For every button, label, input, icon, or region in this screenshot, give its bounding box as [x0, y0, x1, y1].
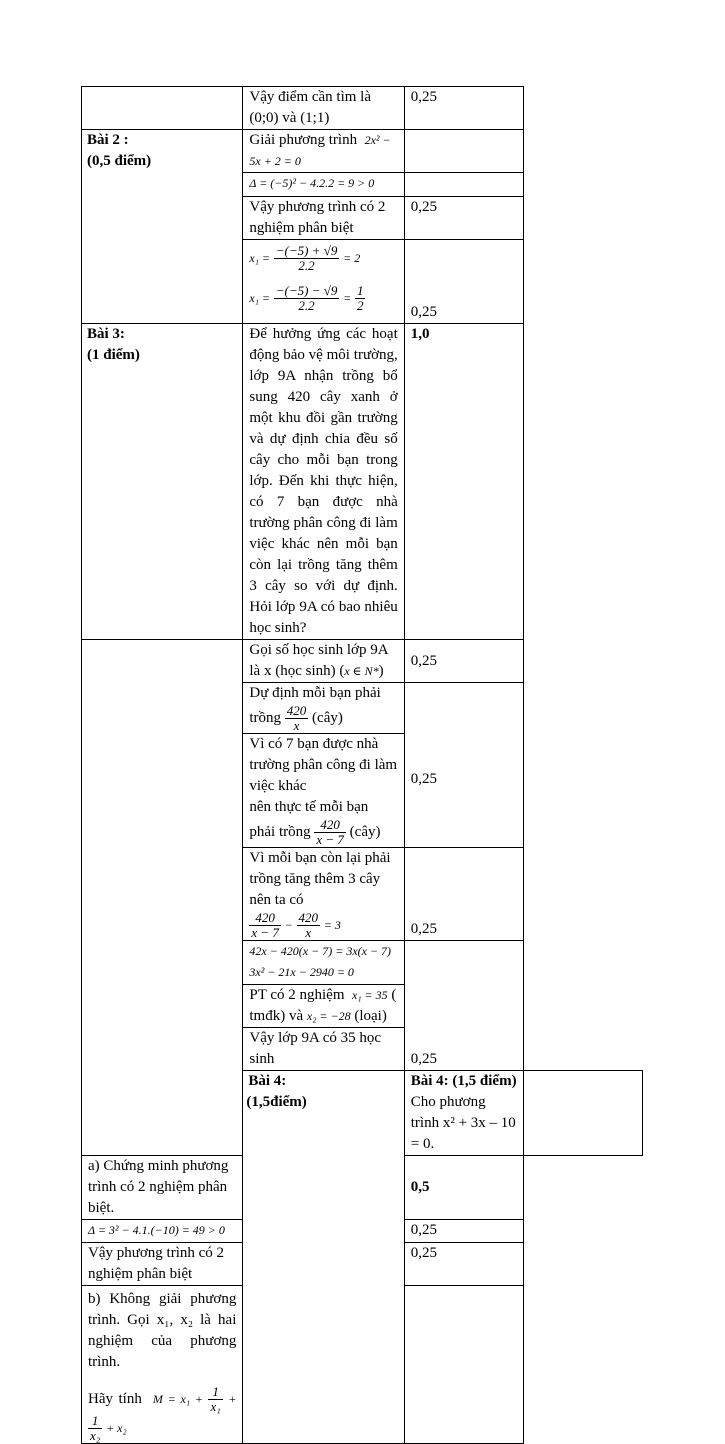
plan-denominator: x [293, 718, 300, 733]
x2-denominator: 2.2 [298, 298, 315, 313]
m-expr-end: + x₂ [106, 1420, 127, 1435]
content-cell [82, 1286, 243, 1444]
label-cell [82, 87, 243, 130]
let-text: Gọi số học sinh lớp 9A là x (học sinh) ( [249, 642, 388, 679]
score: 0,25 [410, 1222, 437, 1238]
m-denominator-1: x₁ [210, 1399, 221, 1414]
score: 1,0 [410, 326, 430, 342]
part-b: b) Không giải phương trình. Gọi x₁, x₂ là hai nghiệm của phương trình. [88, 1291, 237, 1370]
actual-text: nên thực tế mỗi bạn phải trồng [249, 799, 369, 840]
plan-numerator: 420 [286, 703, 307, 718]
problem-label: Bài 4: [248, 1073, 287, 1089]
score: 0,25 [410, 89, 437, 105]
actual-unit: (cây) [349, 823, 381, 840]
x1-result: = 2 [343, 250, 361, 265]
content-cell [243, 240, 404, 324]
score-cell [404, 173, 523, 197]
label-cell [82, 324, 243, 640]
eq-fraction-1 [249, 911, 281, 940]
m-fraction-2 [88, 1414, 102, 1443]
x1-numerator: −(−5) + √9 [275, 243, 338, 258]
m-denominator-2: x₂ [90, 1428, 101, 1443]
root-x2: x₂ = −28 [306, 1009, 351, 1023]
equals-sign: = [343, 290, 352, 305]
m-plus: + [228, 1391, 237, 1406]
let-condition: x ∈ N* [344, 664, 379, 678]
label-cell [82, 130, 243, 324]
problem-points: (1 điểm) [87, 347, 140, 363]
score-cell [404, 197, 523, 240]
actual-line-2 [249, 797, 397, 847]
table-row [82, 640, 643, 683]
problem-label: Bài 2 : [87, 132, 129, 148]
content-cell [243, 848, 404, 941]
actual-fraction [314, 818, 346, 847]
content-cell [82, 1220, 243, 1243]
root-x1: x₁ = 35 [352, 988, 388, 1002]
content-cell [243, 87, 404, 130]
actual-denominator: x − 7 [316, 832, 344, 847]
conclusion-text: Vậy phương trình có 2 nghiệm phân biệt [249, 199, 386, 236]
problem-label: Bài 3: [87, 326, 125, 342]
content-cell [82, 1243, 243, 1286]
compute-text: Hãy tính [88, 1390, 142, 1407]
eq-fraction-2 [297, 911, 321, 940]
eq-denominator-1: x − 7 [251, 925, 279, 940]
step-1: 42x − 420(x − 7) = 3x(x − 7) [249, 944, 392, 958]
conclusion-text: Vậy phương trình có 2 nghiệm phân biệt [88, 1245, 225, 1282]
plan-text: Dự định mỗi bạn phải trồng [249, 685, 381, 726]
x1-fraction [274, 244, 340, 273]
actual-line-1: Vì có 7 bạn được nhà trường phân công đi làm việc khác [249, 736, 398, 794]
eq-numerator-2: 420 [298, 910, 319, 925]
eq-rhs: = 3 [323, 917, 341, 932]
plan-unit: (cây) [312, 709, 343, 726]
x2-result-denominator: 2 [356, 298, 364, 313]
problem-statement: Cho phương trình x² + 3x – 10 = 0. [410, 1094, 516, 1152]
content-cell [243, 683, 404, 734]
roots-text: PT có 2 nghiệm [249, 987, 345, 1003]
problem-title: Bài 4: (1,5 điểm) [410, 1073, 517, 1089]
score-cell [404, 1156, 523, 1220]
score-cell [404, 1243, 523, 1286]
x2-numerator: −(−5) − √9 [275, 283, 338, 298]
problem-prompt: Giải phương trình [249, 132, 358, 148]
x2-fraction [274, 284, 340, 313]
m-expr-start: M = x₁ + [152, 1391, 203, 1406]
content-cell [243, 734, 404, 848]
plan-fraction [285, 704, 309, 733]
eq-minus: − [284, 917, 293, 932]
score-cell [523, 1071, 642, 1156]
table-row [82, 324, 643, 640]
score-cell [404, 1286, 523, 1444]
content-cell [404, 1071, 523, 1156]
score-cell [404, 683, 523, 848]
label-cell [82, 640, 243, 1156]
roots-rejected: (loại) [354, 1008, 387, 1024]
content-cell [243, 130, 404, 173]
x1-label: x₁ = [249, 250, 270, 265]
content-cell [243, 941, 404, 985]
score-cell [404, 240, 523, 324]
score: 0,25 [410, 921, 437, 937]
root-x1 [249, 244, 397, 284]
score: 0,25 [410, 1245, 437, 1261]
score: 0,25 [410, 770, 437, 787]
content-cell [243, 985, 404, 1028]
score-cell [404, 848, 523, 941]
problem-points: (0,5 điểm) [87, 153, 152, 169]
roots-condition: ( tmđk) và [249, 987, 397, 1024]
x2-result-fraction [355, 284, 366, 313]
score-cell [404, 1220, 523, 1243]
content-cell [243, 1028, 404, 1071]
step-2: 3x² − 21x − 2940 = 0 [249, 965, 354, 979]
score: 0,25 [410, 1051, 437, 1067]
delta-formula: Δ = 3² − 4.1.(−10) = 49 > 0 [88, 1223, 225, 1237]
m-numerator-1: 1 [208, 1385, 222, 1400]
problem-points: (1,5điểm) [246, 1094, 307, 1110]
answer-text: Vậy lớp 9A có 35 học sinh [249, 1030, 382, 1067]
score-cell [404, 324, 523, 640]
score-cell [404, 941, 523, 1071]
score-cell [404, 130, 523, 173]
actual-numerator: 420 [314, 818, 346, 833]
score: 0,25 [410, 199, 437, 215]
eq-denominator-2: x [305, 925, 312, 940]
problem-text: Để hưởng ứng các hoạt động bảo vệ môi trường, lớp 9A nhận trồng bổ sung 420 cây xanh ở một khu đồi gần trường và dự định chia đều số cây cho mỗi bạn trong lớp. Đến khi thực hiện, có 7 bạn được nhà trường phân công đi làm việc khác nên mỗi bạn còn lại trồng tăng thêm 3 cây so với dự định. Hỏi lớp 9A có bao nhiêu học sinh? [249, 326, 398, 636]
part-b-compute [88, 1385, 236, 1443]
content-cell [243, 197, 404, 240]
content-cell [243, 173, 404, 197]
equation: 2x² − 5x + 2 = 0 [249, 133, 391, 168]
score: 0,25 [410, 652, 437, 669]
x1-denominator: 2.2 [298, 258, 315, 273]
equation-intro: Vì mỗi bạn còn lại phải trồng tăng thêm 3 cây nên ta có [249, 850, 391, 908]
score: 0,5 [410, 1179, 430, 1195]
eq-numerator-1: 420 [249, 911, 281, 926]
equation [249, 911, 397, 940]
label-cell [243, 1071, 404, 1444]
score: 0,25 [410, 304, 437, 320]
content-cell [82, 1156, 243, 1220]
m-fraction-1 [208, 1385, 222, 1414]
table-row [82, 130, 643, 173]
score-cell [404, 87, 523, 130]
x2-label: x₁ = [249, 290, 270, 305]
answer-table [81, 86, 643, 1444]
delta-formula: Δ = (−5)² − 4.2.2 = 9 > 0 [249, 176, 375, 190]
table-row [82, 87, 643, 130]
let-end: ) [378, 663, 384, 679]
conclusion-text: Vậy điểm cần tìm là (0;0) và (1;1) [249, 89, 372, 126]
part-a: a) Chứng minh phương trình có 2 nghiệm phân biệt. [88, 1158, 229, 1216]
m-numerator-2: 1 [88, 1414, 102, 1429]
content-cell [243, 324, 404, 640]
root-x2 [249, 284, 397, 313]
content-cell [243, 640, 404, 683]
x2-result-numerator: 1 [356, 283, 364, 298]
score-cell [404, 640, 523, 683]
